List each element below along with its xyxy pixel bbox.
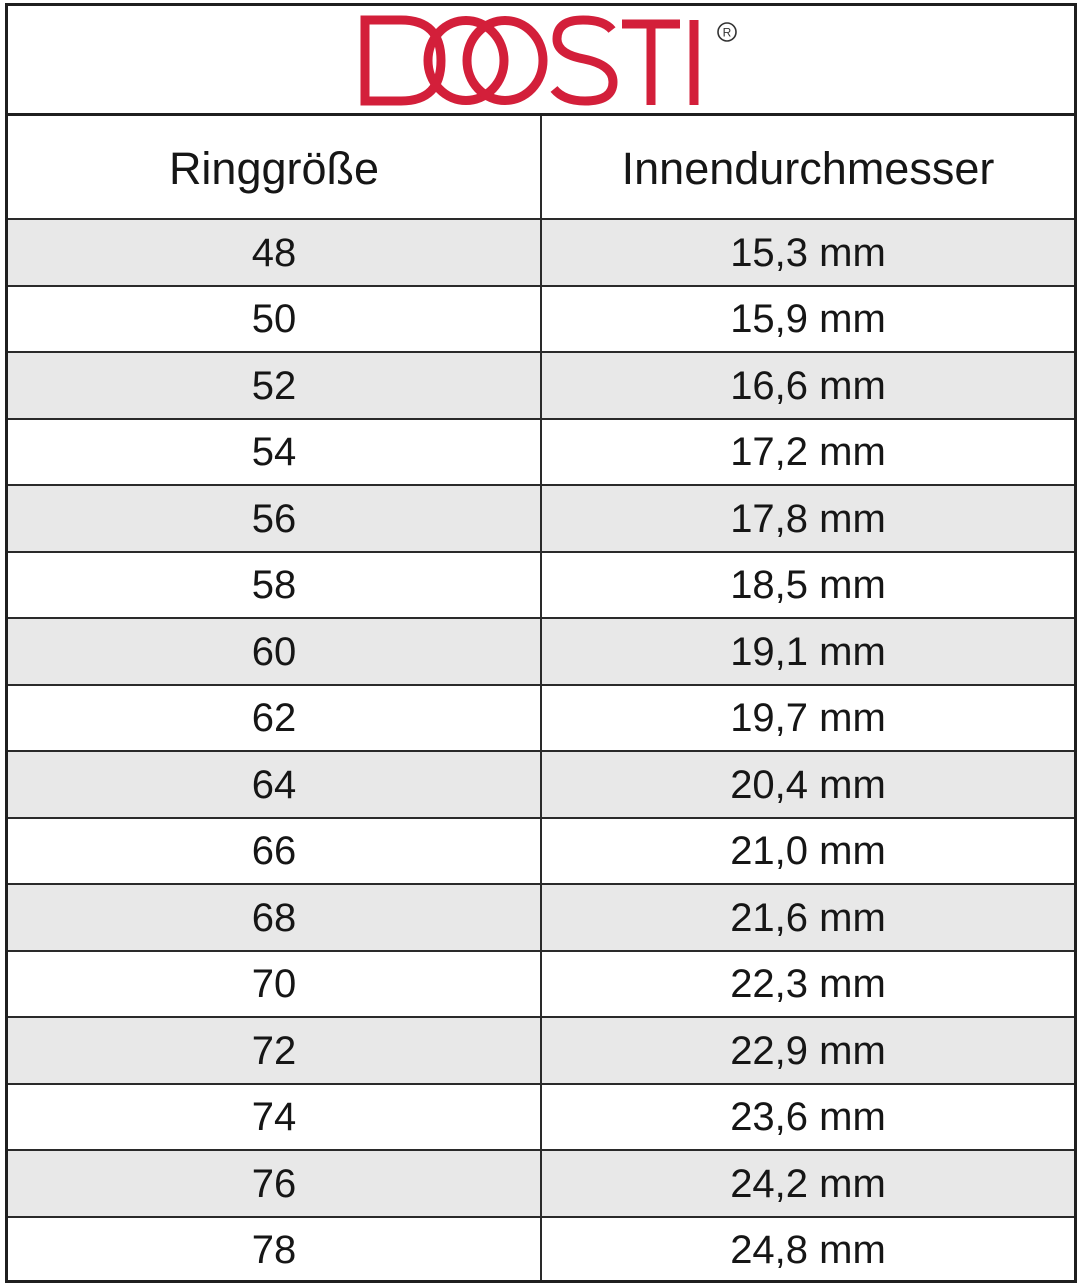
header-inner-diameter: Innendurchmesser (621, 143, 995, 194)
ring-size-cell: 50 (251, 297, 297, 342)
column-divider (540, 116, 542, 1280)
diameter-cell: 19,7 mm (730, 696, 886, 741)
ring-size-cell: 60 (251, 629, 297, 674)
ring-size-cell: 54 (251, 430, 297, 475)
logo-band (8, 6, 1074, 116)
diameter-cell: 22,9 mm (730, 1028, 886, 1073)
ring-size-cell: 52 (251, 363, 297, 408)
doosti-logo (8, 6, 1074, 113)
ring-size-cell: 68 (251, 895, 297, 940)
diameter-cell: 24,2 mm (730, 1161, 886, 1206)
diameter-cell: 22,3 mm (730, 962, 886, 1007)
ring-size-cell: 74 (251, 1095, 297, 1140)
ring-size-cell: 48 (251, 230, 297, 275)
diameter-cell: 21,0 mm (730, 829, 886, 874)
ring-size-cell: 64 (251, 762, 297, 807)
ring-size-cell: 66 (251, 829, 297, 874)
diameter-cell: 23,6 mm (730, 1095, 886, 1140)
size-chart-frame (5, 3, 1077, 1283)
diameter-cell: 17,2 mm (730, 430, 886, 475)
diameter-cell: 24,8 mm (730, 1228, 886, 1273)
diameter-cell: 15,3 mm (730, 230, 886, 275)
header-ring-size: Ringgröße (168, 143, 380, 194)
diameter-cell: 17,8 mm (730, 496, 886, 541)
diameter-cell: 16,6 mm (730, 363, 886, 408)
diameter-cell: 15,9 mm (730, 297, 886, 342)
svg-text:R: R (722, 25, 732, 40)
ring-size-cell: 76 (251, 1161, 297, 1206)
diameter-cell: 21,6 mm (730, 895, 886, 940)
diameter-cell: 19,1 mm (730, 629, 886, 674)
diameter-cell: 20,4 mm (730, 762, 886, 807)
ring-size-cell: 72 (251, 1028, 297, 1073)
ring-size-cell: 70 (251, 962, 297, 1007)
diameter-cell: 18,5 mm (730, 563, 886, 608)
ring-size-cell: 56 (251, 496, 297, 541)
ring-size-cell: 58 (251, 563, 297, 608)
ring-size-cell: 78 (251, 1228, 297, 1273)
ring-size-cell: 62 (251, 696, 297, 741)
